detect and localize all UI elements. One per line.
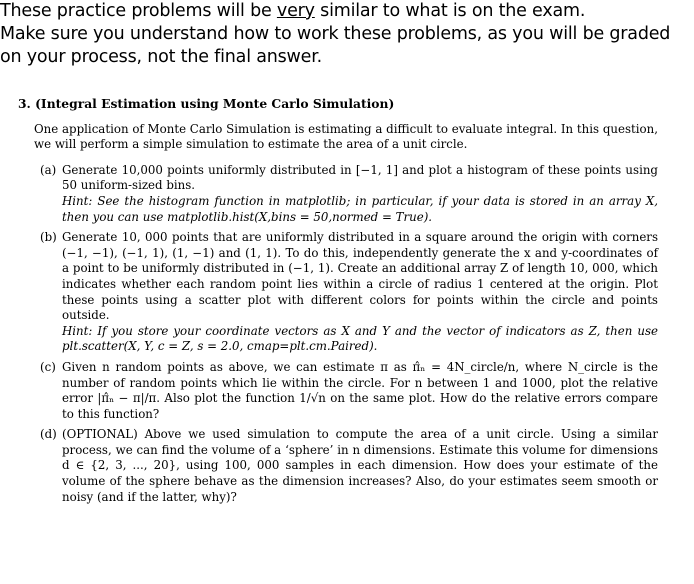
notice-text: similar to what is on the exam. [314, 1, 586, 21]
notice-line-3: on your process, not the final answer. [0, 47, 322, 67]
question-intro: One application of Monte Carlo Simulation is estimating a difficult to evaluate integral. In this question, we will perform a simple simulation to estimate the area of a unit circle. [34, 121, 658, 152]
part-text: (OPTIONAL) Above we used simulation to compute the area of a unit circle. Using a similar process, we can find the volume of a ‘sphere’ in n dimensions. Estimate this volume for dimensions d ∈ {2, 3, ..., 20}, using 100, 000 samples in each dimension. How does your estimate of the volume of the sphere behave as the dimension increases? Also, do your estimates seem smooth or noisy (and if the latter, why)? [62, 427, 658, 504]
part-hint: Hint: See the histogram function in matplotlib; in particular, if your data is stored in an array X, then you can use matplotlib.hist(X,bins = 50,normed = True). [62, 193, 658, 224]
notice-emphasis: very [276, 1, 315, 21]
part-text: Generate 10, 000 points that are uniformly distributed in a square around the origin with corners (−1, −1), (−1, 1), (1, −1) and (1, 1). To do this, independently generate the x and y-coordinates of a point to be uniformly distributed in (−1, 1). Create an additional array Z of length 10, 000, which indicates whether each random point lies within a circle of radius 1 centered at the origin. Plot these points using a scatter plot with different colors for points within the circle and points outside. [62, 230, 658, 323]
notice-line-1 [0, 0, 694, 23]
part-label: (b) [40, 230, 57, 245]
part-text: Given n random points as above, we can estimate π as π̂ₙ = 4N_circle/n, where N_circle is the number of random points which lie within the circle. For n between 1 and 1000, plot the relative error |π̂ₙ − π|/π. Also plot the function 1/√n on the same plot. How do the relative errors compare to this function? [62, 359, 658, 421]
exam-notice [0, 0, 694, 69]
part-b [34, 230, 658, 355]
part-label: (d) [40, 427, 57, 442]
part-c [34, 360, 658, 422]
notice-line-2: Make sure you understand how to work these problems, as you will be graded [0, 24, 671, 44]
part-hint: Hint: If you store your coordinate vectors as X and Y and the vector of indicators as Z, then use plt.scatter(X, Y, c = Z, s = 2.0, cmap=plt.cm.Paired). [62, 323, 658, 354]
notice-text: These practice problems will be [0, 1, 277, 21]
part-label: (c) [40, 359, 56, 374]
part-text: Generate 10,000 points uniformly distributed in [−1, 1] and plot a histogram of these points using 50 uniform-sized bins. [62, 162, 658, 193]
question-heading: 3. (Integral Estimation using Monte Carlo Simulation) [18, 96, 395, 111]
part-label: (a) [40, 162, 57, 177]
part-d [34, 427, 658, 505]
part-a [34, 163, 658, 225]
problem-document [18, 96, 658, 510]
